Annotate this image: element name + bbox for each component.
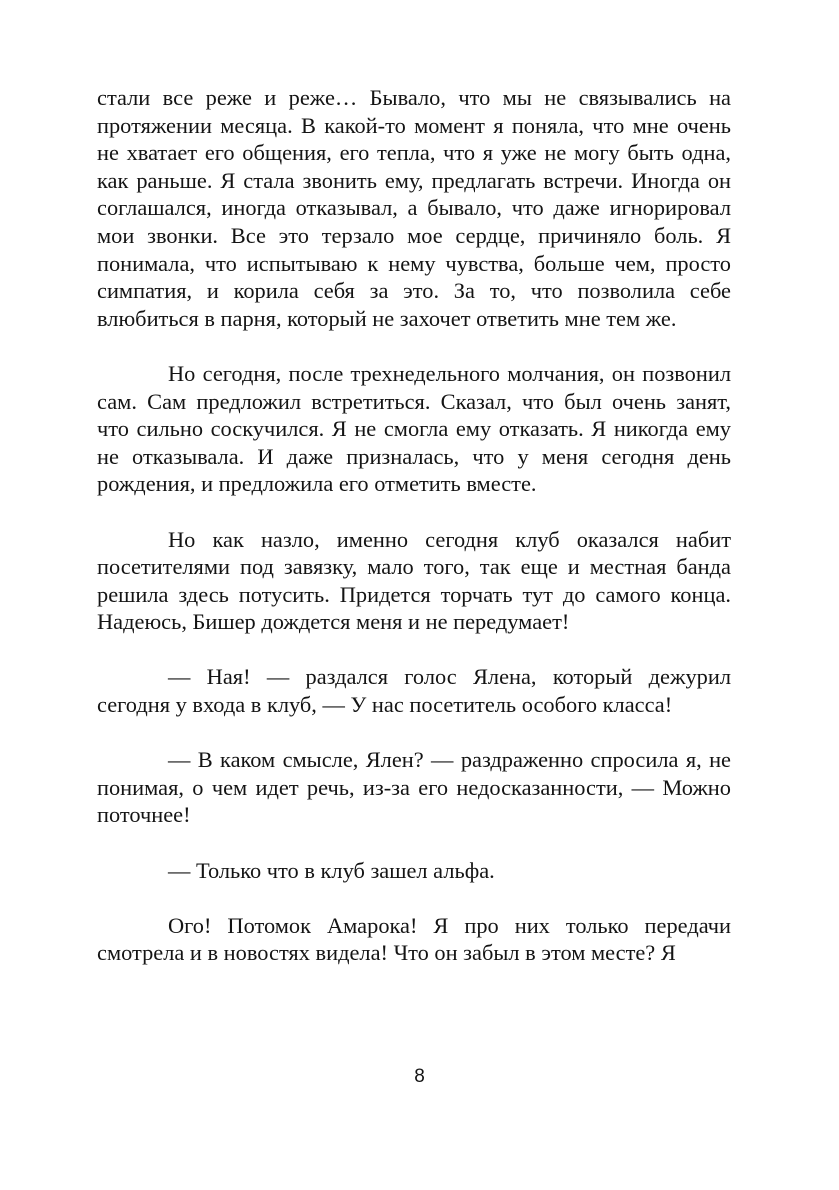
paragraph-4: — Ная! — раздался голос Ялена, который дежурил сегодня у входа в клуб, — У нас посетитель особого класса!: [97, 664, 731, 718]
paragraph-2: Но сегодня, после трехнедельного молчания, он позвонил сам. Сам предложил встретиться. Сказал, что был очень занят, что сильно соскучился. Я не смогла ему отказать. Я никогда ему не отказывала. И даже призналась, что у меня сегодня день рождения, и предложила его отметить вместе.: [97, 360, 731, 497]
body-text: [97, 84, 731, 995]
page-number: 8: [414, 1066, 425, 1087]
paragraph-3: Но как назло, именно сегодня клуб оказался набит посетителями под завязку, мало того, так еще и местная банда решила здесь потусить. Придется торчать тут до самого конца. Надеюсь, Бишер дождется меня и не передумает!: [97, 526, 731, 635]
paragraph-6: — Только что в клуб зашел альфа.: [168, 857, 495, 883]
paragraph-1: стали все реже и реже… Бывало, что мы не связывались на протяжении месяца. В какой-то момент я поняла, что мне очень не хватает его общения, его тепла, что я уже не могу быть одна, как раньше. Я стала звонить ему, предлагать встречи. Иногда он соглашался, иногда отказывал, а бывало, что даже игнорировал мои звонки. Все это терзало мое сердце, причиняло боль. Я понимала, что испытываю к нему чувства, больше чем, просто симпатия, и корила себя за это. За то, что позволила себе влюбиться в парня, который не захочет ответить мне тем же.: [97, 85, 731, 331]
paragraph-7: Ого! Потомок Амарока! Я про них только передачи смотрела и в новостях видела! Что он забыл в этом месте? Я: [97, 912, 731, 966]
paragraph-5: — В каком смысле, Ялен? — раздраженно спросила я, не понимая, о чем идет речь, из-за его недосказанности, — Можно поточнее!: [97, 747, 731, 828]
